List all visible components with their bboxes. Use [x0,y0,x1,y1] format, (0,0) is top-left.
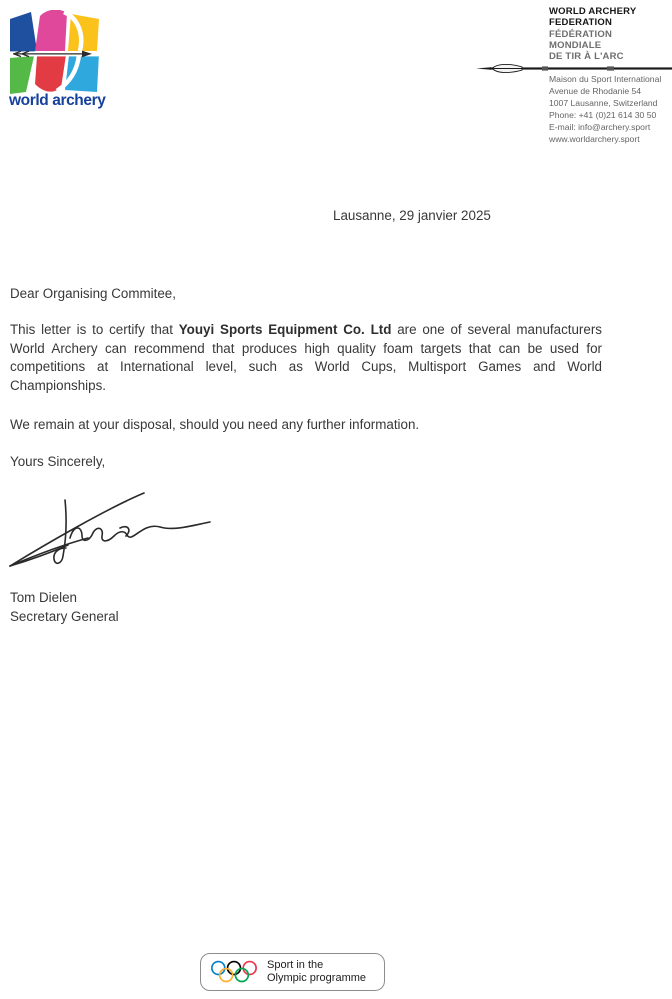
signer-name: Tom Dielen [10,590,77,605]
world-archery-logo-icon [10,10,101,96]
address-line: 1007 Lausanne, Switzerland [549,98,658,108]
org-name-fr [549,29,636,62]
org-name-line: MONDIALE [549,40,602,51]
closing-line: We remain at your disposal, should you need any further information. [10,417,420,432]
valediction: Yours Sincerely, [10,454,106,469]
olympic-rings-icon [210,959,258,985]
org-name-line: FEDERATION [549,17,613,28]
address-line: Avenue de Rhodanie 54 [549,86,642,96]
badge-line: Olympic programme [267,972,367,984]
body-text: are one of several manufacturers World Archery can recommend that produces high quality foam targets that can be used for competitions at International level, such as World Cups, Multisport Games and World Championships. [10,322,602,393]
address-line: www.worldarchery.sport [549,134,640,144]
badge-line: Sport in the [267,959,324,971]
address-line: Maison du Sport International [549,74,662,84]
address-line: Phone: +41 (0)21 614 30 50 [549,110,657,120]
salutation: Dear Organising Commitee, [10,286,176,301]
org-name-line: DE TIR À L'ARC [549,51,624,62]
org-name-line: WORLD ARCHERY [549,6,637,17]
body-paragraph [10,321,602,395]
signature [8,486,214,571]
address-block [549,73,661,145]
body-text: This letter is to certify that [10,322,179,337]
address-line: E-mail: info@archery.sport [549,122,651,132]
badge-text [267,959,366,985]
dateline: Lausanne, 29 janvier 2025 [333,208,491,223]
olympic-programme-badge [200,953,385,991]
org-name-en [549,6,636,28]
org-name-line: FÉDÉRATION [549,29,613,40]
company-name: Youyi Sports Equipment Co. Ltd [178,322,392,337]
org-name-block [549,6,636,62]
logo-wordmark: world archery [9,92,106,109]
signer-title: Secretary General [10,609,119,624]
